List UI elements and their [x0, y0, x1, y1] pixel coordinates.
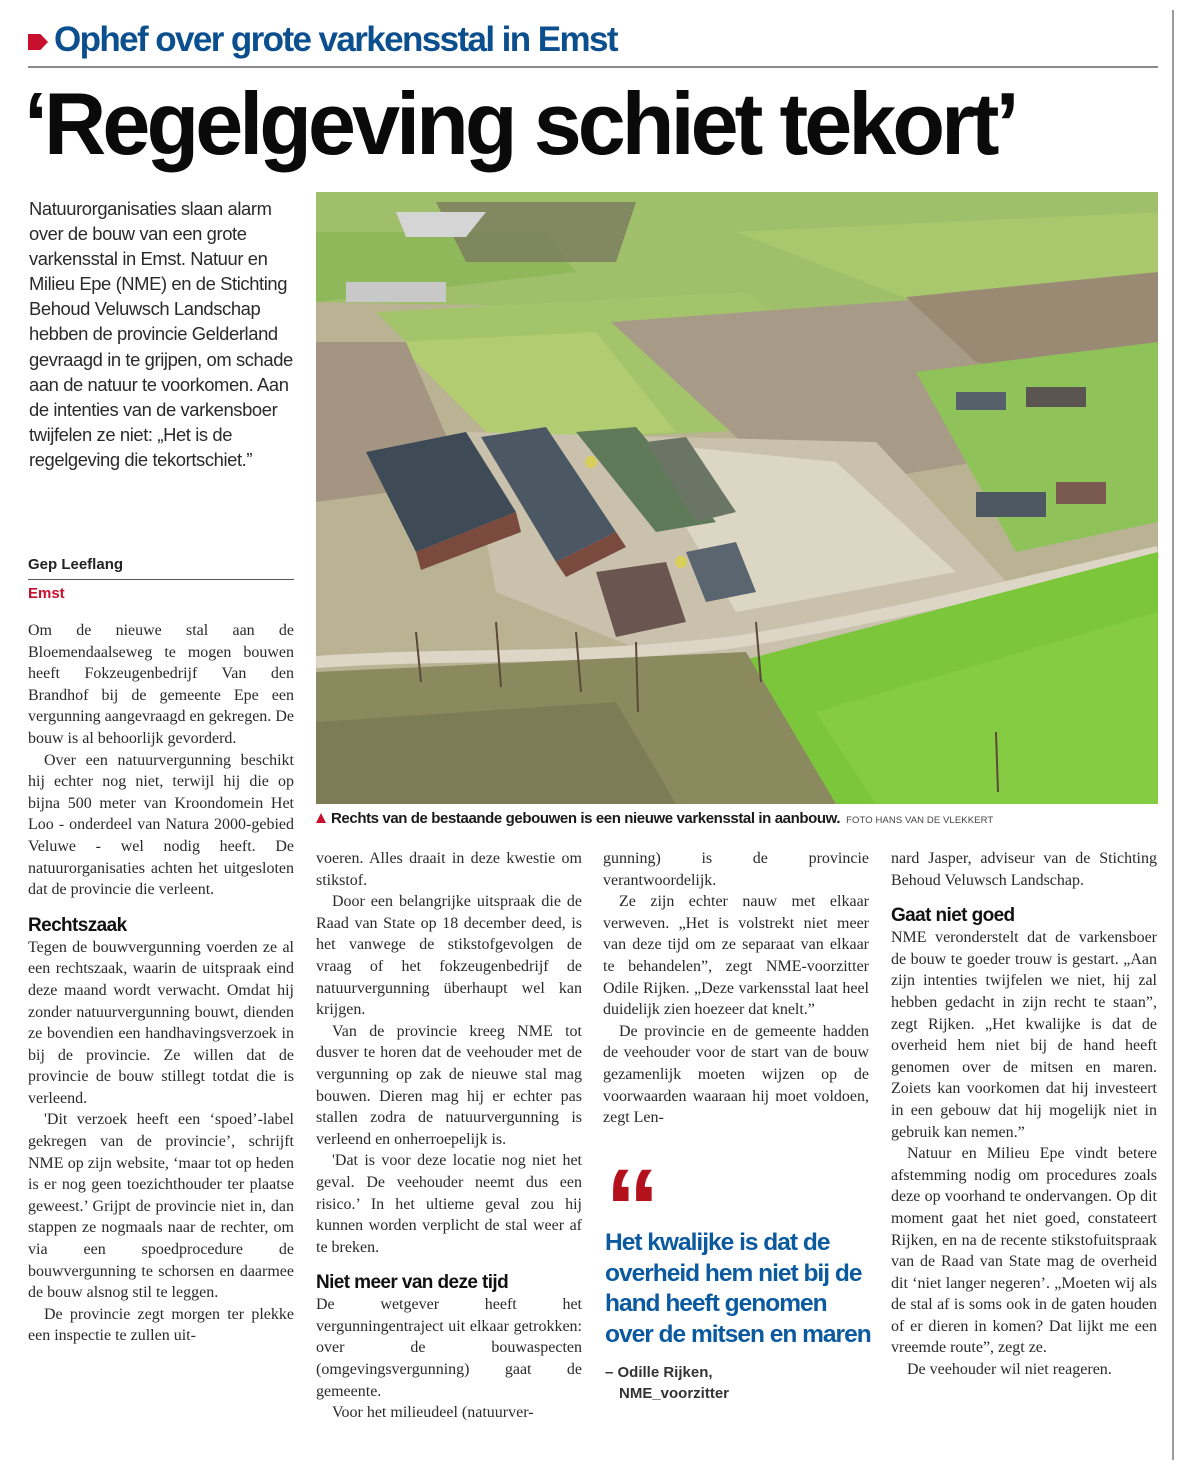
photo-credit: FOTO HANS VAN DE VLEKKERT — [846, 815, 994, 826]
quote-author-role: NME_voorzitter — [619, 1385, 730, 1403]
paragraph: gunning) is de provincie verantwoordelijk. — [603, 850, 869, 889]
paragraph: Van de provincie kreeg NME tot dusver te horen dat de veehouder met de vergunning op zak de nieuwe stal mag bouwen. Dieren mag hij er echter pas stallen zodra de natuurvergunning is verleend en onherroepelijk is. — [316, 1022, 582, 1148]
photo-illustration — [316, 192, 1158, 804]
paragraph: Tegen de bouwvergunning voerden ze al een rechtszaak, waarin de uitspraak eind deze maand wordt verwacht. Omdat hij zonder natuurvergunning bouwt, dienden ze bovendien een handhavingsverzoek in bij de provincie. Ze willen dat de provincie de bouw stillegt totdat die is verleend. — [28, 938, 294, 1107]
article-column-3 — [603, 848, 869, 1129]
paragraph: Om de nieuwe stal aan de Bloemendaalseweg te mogen bouwen heeft Fokzeugenbedrijf Van den Brandhof bij de gemeente Epe een vergunning aangevraagd en gekregen. De bouw is al behoorlijk gevorderd. — [28, 622, 294, 747]
headline: ‘Regelgeving schiet tekort’ — [24, 74, 1016, 173]
paragraph: De veehouder wil niet reageren. — [907, 1361, 1112, 1379]
paragraph: De wetgever heeft het vergunningentraject uit elkaar getrokken: over de bouwaspecten (omgevingsvergunning) gaat de gemeente. — [316, 1296, 582, 1400]
paragraph: De provincie zegt morgen ter plekke een inspectie te zullen uit- — [28, 1305, 294, 1345]
paragraph: De provincie en de gemeente hadden de veehouder voor de start van de bouw gezamenlijk moeten wijzen op de voorwaarden waaraan hij moet voldoen, zegt Len- — [603, 1022, 869, 1127]
caption-text: Rechts van de bestaande gebouwen is een nieuwe varkensstal in aanbouw. — [331, 810, 841, 827]
kicker — [28, 18, 617, 62]
dateline: Emst — [28, 585, 65, 602]
subheading-gaat-niet-goed: Gaat niet goed — [891, 905, 1015, 927]
article-column-1 — [28, 620, 294, 1347]
article-column-2 — [316, 848, 582, 1424]
arrow-right-icon — [28, 34, 48, 50]
paragraph: 'Dat is voor deze locatie nog niet het geval. De veehouder neemt dus een risico.’ In het ultieme geval zou hij kunnen worden verplicht de stal weer af te breken. — [316, 1152, 582, 1256]
article-column-4 — [891, 848, 1157, 1381]
quote-attribution — [605, 1362, 875, 1404]
photo-caption — [316, 810, 1176, 827]
paragraph: Door een belangrijke uitspraak die de Raad van State op 18 december deed, is het vanwege de stikstofgevolgen de vraag of het fokzeugenbedrijf de natuurvergunning überhaupt wel kan krijgen. — [316, 893, 582, 1019]
subheading-niet-meer-van-deze-tijd: Niet meer van deze tijd — [316, 1272, 509, 1294]
paragraph: Voor het milieudeel (natuurver- — [332, 1404, 534, 1422]
quote-text: Het kwalijke is dat de overheid hem niet bij de hand heeft genomen over de mitsen en maren — [605, 1229, 871, 1348]
paragraph: voeren. Alles draait in deze kwestie om stikstof. — [316, 850, 582, 889]
paragraph: NME veronderstelt dat de varkensboer de bouw te goeder trouw is gestart. „Aan zijn intenties twijfelen we niet, hij zal hebben gedacht in zijn recht te staan”, zegt Rijken. „Het kwalijke is dat de overheid hem niet bij de hand heeft genomen over de mitsen en maren. Zoiets kan voorkomen dat hij investeert in een gebouw dat hij mogelijk niet in gebruik kan nemen.” — [891, 929, 1157, 1141]
quote-author: – Odille Rijken, — [605, 1364, 713, 1382]
paragraph: nard Jasper, adviseur van de Stichting Behoud Veluwsch Landschap. — [891, 850, 1157, 889]
top-divider — [28, 66, 1158, 68]
paragraph: Ze zijn echter nauw met elkaar verweven. „Het is volstrekt niet meer van deze tijd om ze separaat van elkaar te behandelen”, zegt NME-voorzitter Odile Rijken. „Deze varkensstal laat heel duidelijk zien hoezeer dat knelt.” — [603, 893, 869, 1019]
paragraph: Natuur en Milieu Epe vindt betere afstemming nodig om procedures zoals deze op voorhand te ondervangen. Op dit moment gaat het niet goed, constateert Rijken, en na de recente stikstofuitspraak van de Raad van State mag de overheid dit ‘niet langer negeren’. „Moeten wij als de stal af is soms ook in de gaten houden of er dieren in komen? Dat lijkt me een vreemde route”, zegt ze. — [891, 1145, 1157, 1357]
paragraph: Over een natuurvergunning beschikt hij echter nog niet, terwijl hij die op bijna 500 meter van Kroondomein Het Loo - onderdeel van Natura 2000-gebied Veluwe - wel nodig heeft. De natuurorganisaties achten het uitgesloten dat de provincie die verleent. — [28, 751, 294, 899]
author-name: Gep Leeflang — [28, 556, 294, 580]
byline — [28, 556, 294, 602]
aerial-photo — [316, 192, 1158, 804]
pull-quote — [605, 1147, 875, 1404]
column-divider-right — [1172, 10, 1174, 1460]
intro-paragraph: Natuurorganisaties slaan alarm over de bouw van een grote varkensstal in Emst. Natuur en Milieu Epe (NME) en de Stichting Behoud Veluwsch Landschap hebben de provincie Gelderland gevraagd in te grijpen, om schade aan de natuur te voorkomen. Aan de intenties van de varkensboer twijfelen ze niet: „Het is de regelgeving die tekortschiet.” — [29, 198, 293, 470]
caption-triangle-icon — [316, 813, 326, 823]
paragraph: 'Dit verzoek heeft een ‘spoed’-label gekregen van de provincie’, schrijft NME op zijn website, ‘maar tot op heden is er nog geen toezichthouder ter plaatse geweest.’ Grijpt de provincie niet in, dan stappen ze nogmaals naar de rechter, om via een spoedprocedure de bouwvergunning te schorsen en daarmee de bouw alsnog stil te leggen. — [28, 1111, 294, 1302]
subheading-rechtszaak: Rechtszaak — [28, 914, 127, 936]
quote-mark-icon: “ — [605, 1147, 652, 1270]
kicker-text: Ophef over grote varkensstal in Emst — [54, 20, 617, 59]
